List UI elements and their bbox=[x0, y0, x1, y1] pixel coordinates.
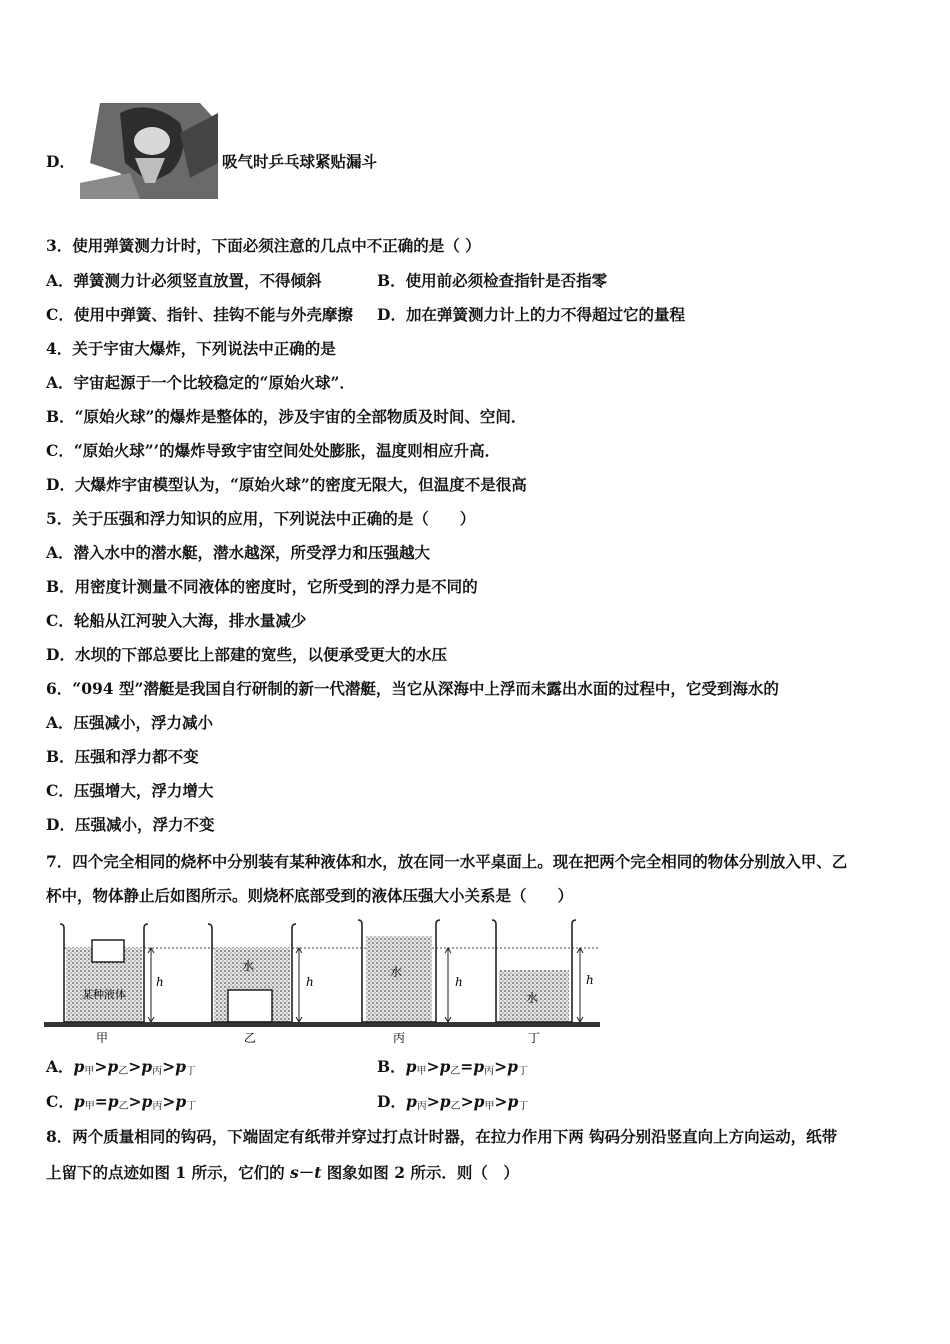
beaker-label-bing: 丙 bbox=[392, 1031, 406, 1045]
h-label-ding: h bbox=[586, 973, 594, 987]
q6-option-c: C．压强增大，浮力增大 bbox=[46, 781, 214, 800]
q3-option-b: B．使用前必须检查指针是否指零 bbox=[377, 271, 608, 290]
beaker-label-jia: 甲 bbox=[95, 1031, 109, 1045]
q6-stem: 6．“094 型”潜艇是我国自行研制的新一代潜艇，当它从深海中上浮而未露出水面的过程中，它受到海水的 bbox=[46, 679, 779, 698]
beaker-label-yi: 乙 bbox=[243, 1031, 257, 1045]
q5-option-a: A．潜入水中的潜水艇，潜水越深，所受浮力和压强越大 bbox=[46, 543, 431, 562]
liquid-label-jia: 某种液体 bbox=[82, 988, 126, 1001]
q3-option-c: C．使用中弹簧、指针、挂钩不能与外壳摩擦 bbox=[46, 305, 353, 324]
object-jia bbox=[92, 940, 124, 962]
q2-option-d-label: D． bbox=[46, 152, 75, 171]
q4-option-c: C．“原始火球”’的爆炸导致宇宙空间处处膨胀，温度则相应升高． bbox=[46, 441, 501, 460]
beakers-figure bbox=[44, 918, 604, 1048]
q5-option-b: B．用密度计测量不同液体的密度时，它所受到的浮力是不同的 bbox=[46, 577, 478, 596]
beaker-yi bbox=[208, 924, 314, 1022]
beaker-jia bbox=[60, 924, 164, 1022]
q4-option-d: D．大爆炸宇宙模型认为，“原始火球”的密度无限大，但温度不是很高 bbox=[46, 475, 527, 494]
q6-option-a: A．压强减小，浮力减小 bbox=[46, 713, 214, 732]
q6-option-b: B．压强和浮力都不变 bbox=[46, 747, 199, 766]
q7-option-b: B．$p_甲>p_乙=p_丙>p_丁$ bbox=[377, 1057, 528, 1077]
q5-option-c: C．轮船从江河驶入大海，排水量减少 bbox=[46, 611, 307, 630]
water-label-bing: 水 bbox=[389, 965, 403, 979]
h-label-yi: h bbox=[306, 975, 314, 989]
object-yi bbox=[228, 990, 272, 1022]
q7-option-a: A．$p_甲>p_乙>p_丙>p_丁$ bbox=[46, 1057, 196, 1077]
h-label-bing: h bbox=[455, 975, 463, 989]
beaker-bing bbox=[358, 920, 463, 1022]
beaker-label-ding: 丁 bbox=[527, 1031, 541, 1045]
beaker-ding bbox=[492, 920, 594, 1022]
q7-stem-line1: 7．四个完全相同的烧杯中分别装有某种液体和水，放在同一水平桌面上。现在把两个完全相同的物体分别放入甲、乙 bbox=[46, 852, 848, 871]
water-label-yi: 水 bbox=[241, 959, 255, 973]
q3-option-a: A．弹簧测力计必须竖直放置，不得倾斜 bbox=[46, 271, 322, 290]
q6-option-d: D．压强减小，浮力不变 bbox=[46, 815, 215, 834]
q8-stem-line2: 上留下的点迹如图 1 所示，它们的 s－t 图象如图 2 所示．则（ ） bbox=[46, 1163, 519, 1182]
q7-stem-line2: 杯中，物体静止后如图所示。则烧杯底部受到的液体压强大小关系是（ ） bbox=[46, 886, 574, 905]
water-label-ding: 水 bbox=[525, 991, 539, 1005]
q2-option-d-caption: 吸气时乒乓球紧贴漏斗 bbox=[222, 152, 378, 171]
h-label-jia: h bbox=[156, 975, 164, 989]
q7-option-c: C．$p_甲=p_乙>p_丙>p_丁$ bbox=[46, 1092, 197, 1112]
funnel-photo bbox=[80, 103, 218, 199]
q8-stem-line1: 8．两个质量相同的钩码，下端固定有纸带并穿过打点计时器，在拉力作用下两 钩码分别沿竖直向上方向运动，纸带 bbox=[46, 1127, 838, 1146]
q4-option-a: A．宇宙起源于一个比较稳定的“原始火球”． bbox=[46, 373, 355, 392]
q3-option-d: D．加在弹簧测力计上的力不得超过它的量程 bbox=[377, 305, 685, 324]
q7-option-d: D．$p_丙>p_乙>p_甲>p_丁$ bbox=[377, 1092, 529, 1112]
q4-stem: 4．关于宇宙大爆炸，下列说法中正确的是 bbox=[46, 339, 336, 358]
q5-stem: 5．关于压强和浮力知识的应用，下列说法中正确的是（ ） bbox=[46, 509, 476, 528]
q3-stem: 3．使用弹簧测力计时，下面必须注意的几点中不正确的是（ ） bbox=[46, 236, 481, 255]
q5-option-d: D．水坝的下部总要比上部建的宽些，以便承受更大的水压 bbox=[46, 645, 447, 664]
q4-option-b: B．“原始火球”的爆炸是整体的，涉及宇宙的全部物质及时间、空间． bbox=[46, 407, 527, 426]
